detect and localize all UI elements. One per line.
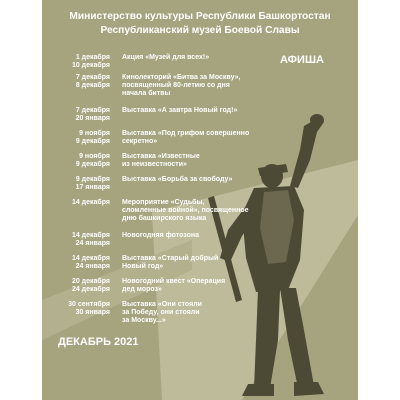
event-date: 30 сентября xyxy=(68,301,110,308)
event-date: 20 января xyxy=(75,115,110,123)
event-title xyxy=(122,176,272,184)
event-title-line: Новогодняя фотозона xyxy=(122,232,199,239)
event-dates xyxy=(42,130,110,146)
event-title-line: Выставка «Известные xyxy=(122,153,200,160)
event-date: 24 января xyxy=(75,263,110,271)
event-title-line: Новый год» xyxy=(122,263,164,271)
event-dates xyxy=(42,301,110,317)
event-title xyxy=(122,301,272,326)
event-title-line: Выставка «Под грифом совершенно xyxy=(122,130,250,137)
event-title-line: дед мороз» xyxy=(122,286,162,294)
event-date: 1 декабря xyxy=(75,54,110,61)
event-title-line: Выставка «Борьба за свободу» xyxy=(122,176,233,183)
event-title xyxy=(122,232,272,240)
event-dates xyxy=(42,199,110,207)
event-dates xyxy=(42,278,110,294)
museum-title: Республиканский музей Боевой Славы xyxy=(100,25,300,36)
event-title-line: Акция «Музей для всех!» xyxy=(122,54,210,61)
month-label: ДЕКАБРЬ 2021 xyxy=(58,336,139,348)
event-date: 8 декабря xyxy=(75,82,110,90)
event-date: 9 ноября xyxy=(79,130,110,137)
event-dates xyxy=(42,54,110,70)
event-title-line: сломленные войной», посвященное xyxy=(122,207,249,215)
event-date: 17 января xyxy=(75,184,110,192)
event-title xyxy=(122,199,272,224)
event-dates xyxy=(42,255,110,271)
event-title-line: начала битвы xyxy=(122,90,171,98)
event-title xyxy=(122,255,272,271)
event-title-line: Новогодний квест «Операция xyxy=(122,278,226,285)
afisha-badge: АФИША xyxy=(280,54,324,66)
event-title xyxy=(122,54,272,62)
poster xyxy=(42,0,358,400)
event-date: 9 декабря xyxy=(75,161,110,169)
event-date: 14 декабря xyxy=(71,199,110,206)
event-date: 9 ноября xyxy=(79,153,110,160)
event-title xyxy=(122,153,272,169)
event-dates xyxy=(42,232,110,248)
event-date: 24 января xyxy=(75,240,110,248)
event-title-line: из неизвестности» xyxy=(122,161,187,169)
event-date: 30 января xyxy=(75,309,110,317)
event-date: 14 декабря xyxy=(71,255,110,262)
event-date: 24 декабря xyxy=(71,286,110,294)
poster-header xyxy=(42,10,358,38)
event-title-line: дню башкирского языка xyxy=(122,215,207,223)
event-title xyxy=(122,278,272,294)
event-date: 9 декабря xyxy=(75,138,110,146)
event-title-line: за Москву...» xyxy=(122,317,166,325)
event-dates xyxy=(42,74,110,90)
event-dates xyxy=(42,176,110,192)
event-title xyxy=(122,130,272,146)
event-title-line: посвященный 80-летию со дня xyxy=(122,82,230,90)
event-date: 10 декабря xyxy=(71,62,110,70)
event-title-line: Мероприятие «Судьбы, xyxy=(122,199,205,206)
event-dates xyxy=(42,107,110,123)
event-title xyxy=(122,74,272,99)
event-title-line: Кинолекторий «Битва за Москву», xyxy=(122,74,241,81)
event-date: 9 декабря xyxy=(75,176,110,183)
event-title-line: секретно» xyxy=(122,138,158,146)
event-dates xyxy=(42,153,110,169)
event-title-line: Выставка «А завтра Новый год!» xyxy=(122,107,238,114)
event-title-line: за Победу, они стояли xyxy=(122,309,200,317)
event-title-line: Выставка «Они стояли xyxy=(122,301,202,308)
event-title xyxy=(122,107,272,115)
event-date: 7 декабря xyxy=(75,74,110,81)
event-title-line: Выставка «Старый добрый xyxy=(122,255,219,262)
event-date: 20 декабря xyxy=(71,278,110,285)
ministry-title: Министерство культуры Республики Башкортостан xyxy=(69,11,331,22)
event-date: 14 декабря xyxy=(71,232,110,239)
event-date: 7 декабря xyxy=(75,107,110,114)
